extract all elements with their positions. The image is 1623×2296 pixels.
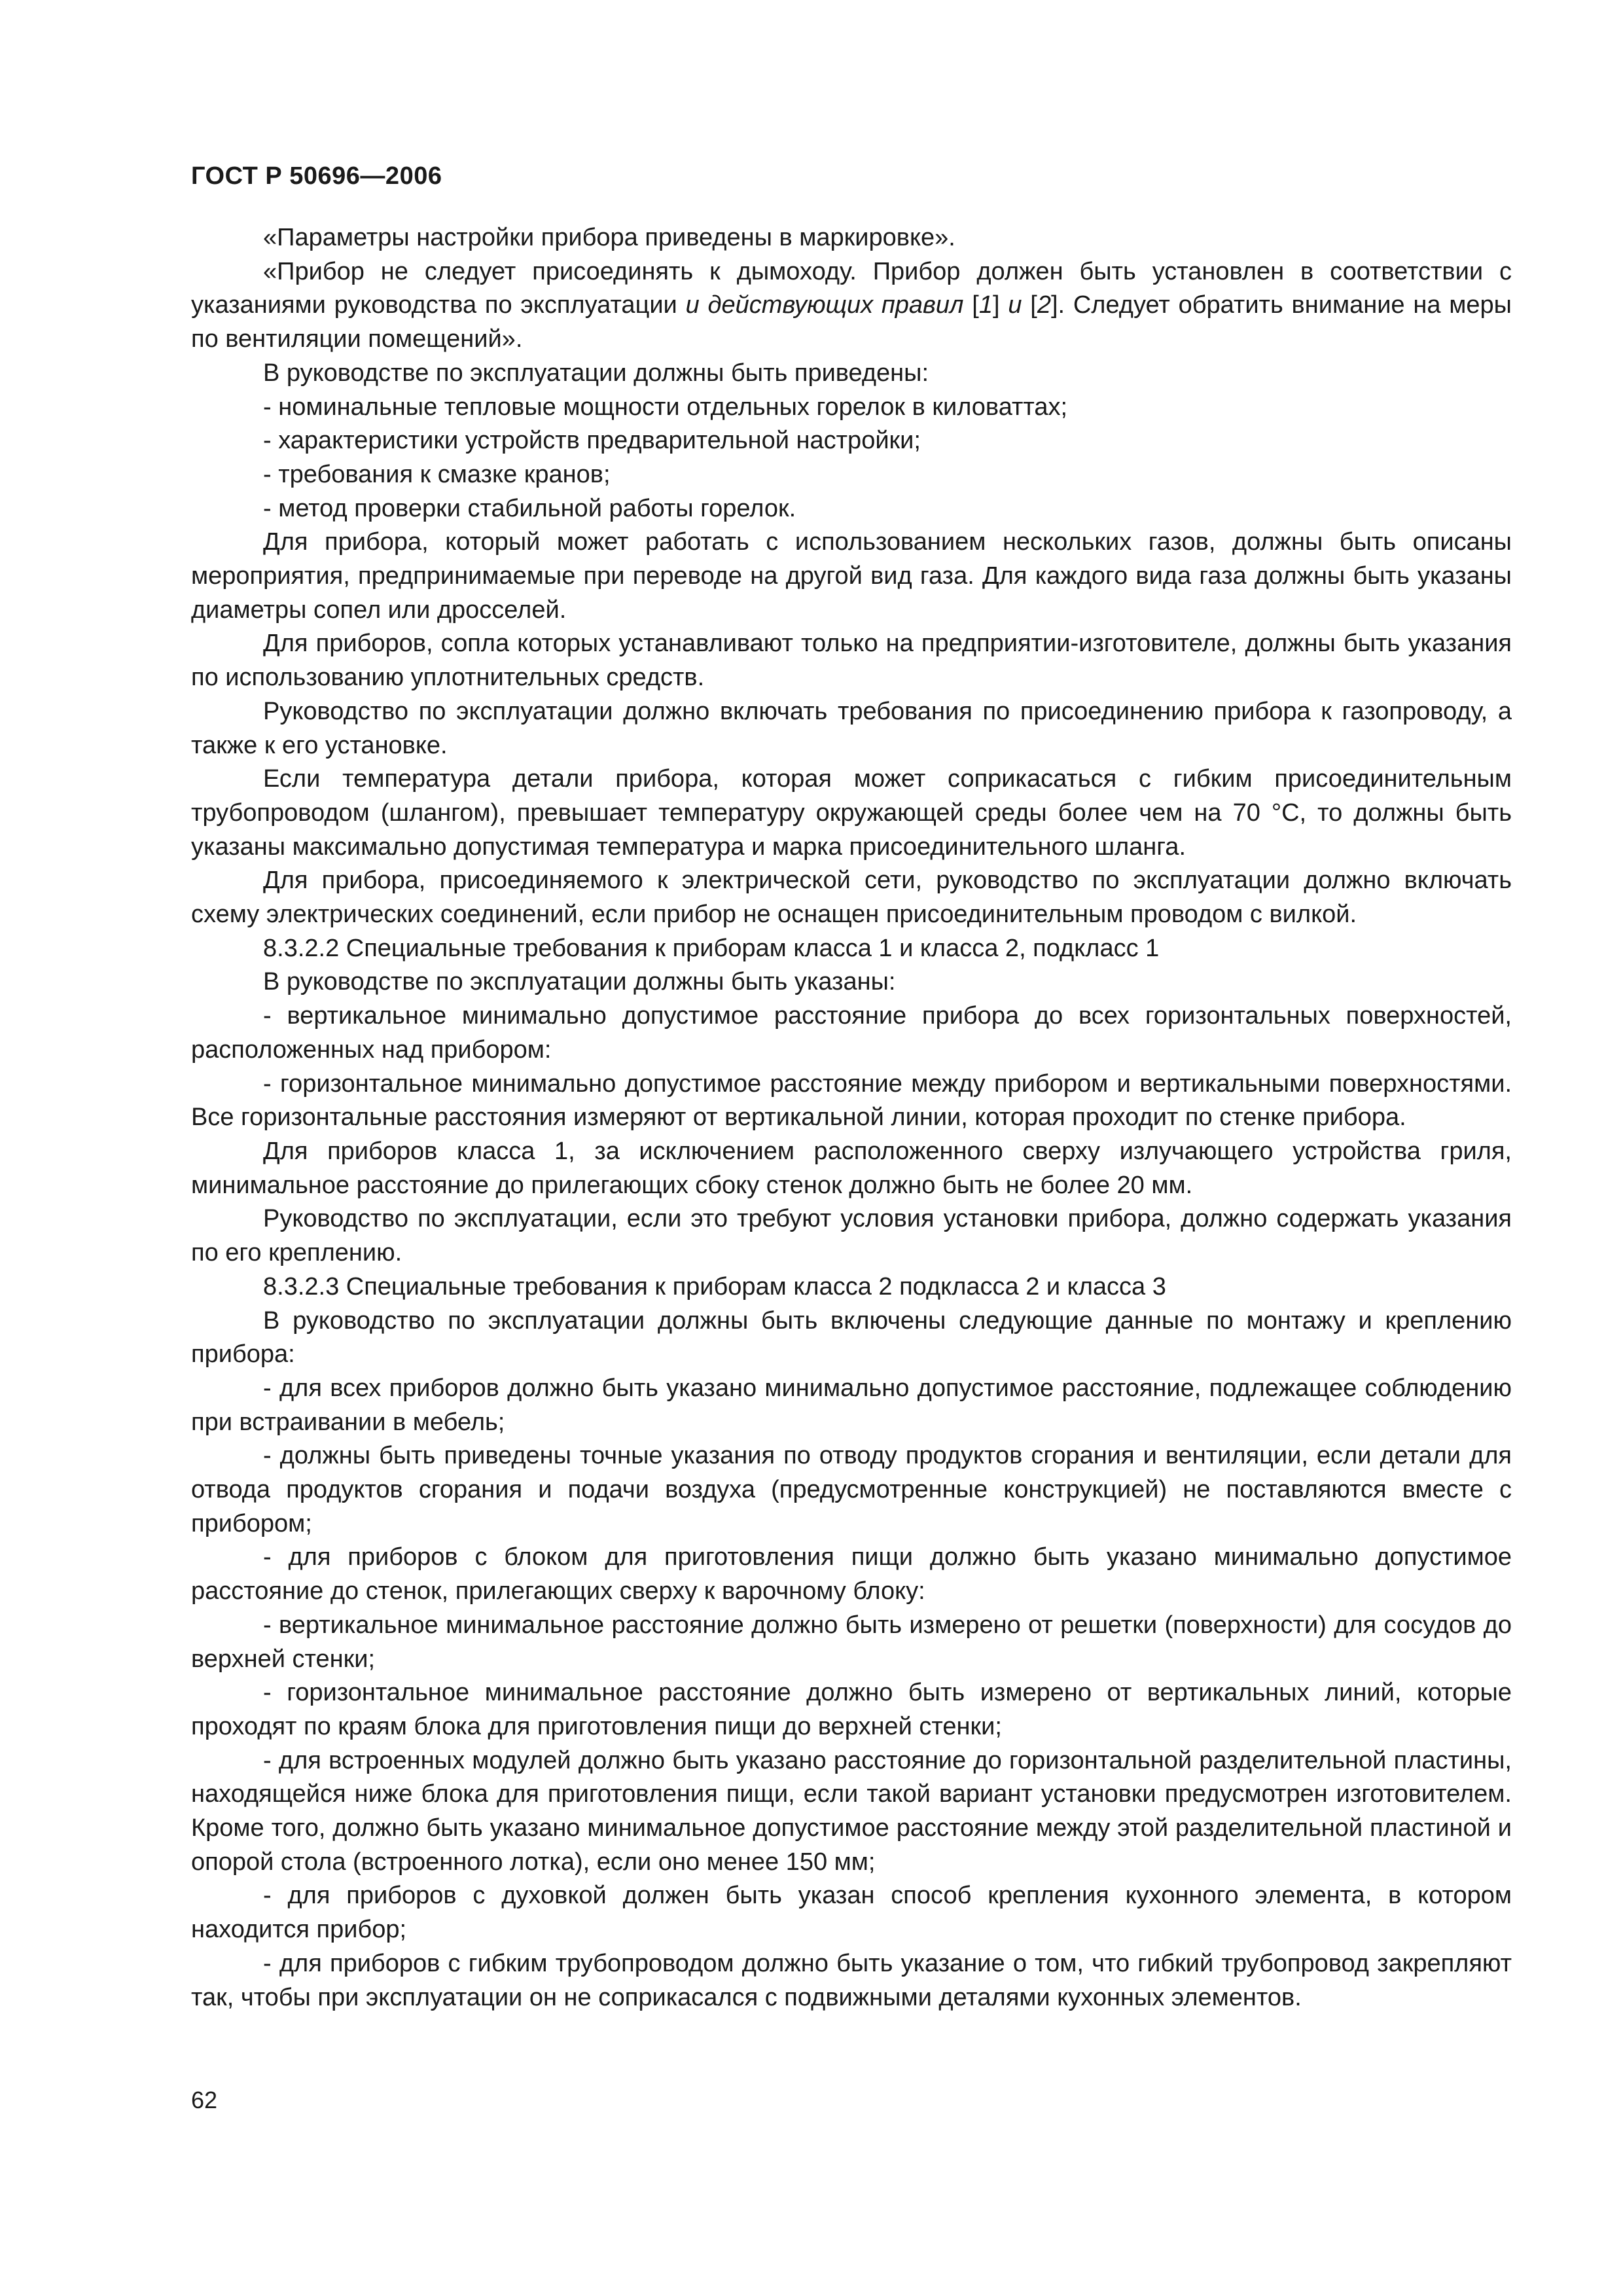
list-item: - для всех приборов должно быть указано минимально допустимое расстояние, подлежащее соблюдению при встраивании в мебель; bbox=[191, 1374, 1512, 1436]
italic-text-segment: 1 bbox=[978, 291, 993, 319]
italic-text-segment: и действующих правил bbox=[685, 291, 964, 319]
list-item: - характеристики устройств предварительной настройки; bbox=[263, 427, 921, 455]
paragraph: В руководстве по эксплуатации должны быть приведены: bbox=[263, 359, 929, 387]
paragraph: Для приборов класса 1, за исключением расположенного сверху излучающего устройства гриля, минимальное расстояние до прилегающих сбоку стенок должно быть не более 20 мм. bbox=[191, 1137, 1512, 1199]
paragraph: Руководство по эксплуатации должно включать требования по присоединению прибора к газопроводу, а также к его установке. bbox=[191, 697, 1512, 759]
paragraph: Для прибора, присоединяемого к электрической сети, руководство по эксплуатации должно включать схему электрических соединений, если прибор не оснащен присоединительным проводом с вилкой. bbox=[191, 867, 1512, 929]
list-item: - номинальные тепловые мощности отдельных горелок в киловаттах; bbox=[263, 393, 1068, 421]
list-item: - для встроенных модулей должно быть указано расстояние до горизонтальной разделительной пластины, находящейся ниже блока для приготовления пищи, если такой вариант установки предусмотрен изготовителем. Кроме того, должно быть указано минимальное допустимое расстояние между этой разделительной пластиной и опорой стола (встроенного лотка), если оно менее 150 мм; bbox=[191, 1746, 1512, 1876]
text-segment: ] bbox=[992, 291, 1008, 319]
body-text bbox=[191, 221, 1512, 2015]
text-segment: [ bbox=[1022, 291, 1037, 319]
italic-text-segment: 2 bbox=[1037, 291, 1051, 319]
section-heading: 8.3.2.2 Специальные требования к приборам класса 1 и класса 2, подкласс 1 bbox=[263, 934, 1160, 962]
italic-text-segment: и bbox=[1008, 291, 1022, 319]
list-item: - метод проверки стабильной работы горелок. bbox=[263, 494, 796, 522]
paragraph: Руководство по эксплуатации, если это требуют условия установки прибора, должно содержать указания по его креплению. bbox=[191, 1205, 1512, 1267]
list-item: - горизонтальное минимально допустимое расстояние между прибором и вертикальными поверхностями. Все горизонтальные расстояния измеряют от вертикальной линии, которая проходит по стенке прибора. bbox=[191, 1069, 1512, 1132]
list-item: - вертикальное минимальное расстояние должно быть измерено от решетки (поверхности) для сосудов до верхней стенки; bbox=[191, 1611, 1512, 1673]
paragraph bbox=[191, 255, 1512, 357]
paragraph: Если температура детали прибора, которая может соприкасаться с гибким присоединительным трубопроводом (шлангом), превышает температуру окружающей среды более чем на 70 °С, то должны быть указаны максимально допустимая температура и марка присоединительного шланга. bbox=[191, 765, 1512, 861]
list-item: - горизонтальное минимальное расстояние должно быть измерено от вертикальных линий, которые проходят по краям блока для приготовления пищи до верхней стенки; bbox=[191, 1679, 1512, 1740]
list-item: - вертикальное минимально допустимое расстояние прибора до всех горизонтальных поверхностей, расположенных над прибором: bbox=[191, 1002, 1512, 1064]
page-number: 62 bbox=[191, 2087, 218, 2113]
paragraph: Для прибора, который может работать с использованием нескольких газов, должны быть описаны мероприятия, предпринимаемые при переводе на другой вид газа. Для каждого вида газа должны быть указаны диаметры сопел или дросселей. bbox=[191, 528, 1512, 624]
paragraph: Для приборов, сопла которых устанавливают только на предприятии-изготовителе, должны быть указания по использованию уплотнительных средств. bbox=[191, 630, 1512, 692]
section-heading: 8.3.2.3 Специальные требования к приборам класса 2 подкласса 2 и класса 3 bbox=[263, 1272, 1166, 1300]
text-segment: «Прибор не следует присоединять к дымоходу. Прибор должен быть установлен в соответствии с указаниями руководства по эксплуатации bbox=[191, 257, 1512, 319]
text-segment: [ bbox=[963, 291, 979, 319]
paragraph: В руководство по эксплуатации должны быть включены следующие данные по монтажу и креплению прибора: bbox=[191, 1306, 1512, 1369]
list-item: - должны быть приведены точные указания по отводу продуктов сгорания и вентиляции, если детали для отвода продуктов сгорания и подачи воздуха (предусмотренные конструкцией) не поставляются вместе с прибором; bbox=[191, 1442, 1512, 1537]
list-item: - для приборов с гибким трубопроводом должно быть указание о том, что гибкий трубопровод закрепляют так, чтобы при эксплуатации он не соприкасался с подвижными деталями кухонных элементов. bbox=[191, 1949, 1512, 2011]
text-segment: ]. Следует обратить внимание на меры по вентиляции помещений». bbox=[191, 291, 1512, 353]
list-item: - для приборов с духовкой должен быть указан способ крепления кухонного элемента, в котором находится прибор; bbox=[191, 1882, 1512, 1944]
list-item: - для приборов с блоком для приготовления пищи должно быть указано минимально допустимое расстояние до стенок, прилегающих сверху к варочному блоку: bbox=[191, 1543, 1512, 1605]
list-item: - требования к смазке кранов; bbox=[263, 460, 611, 488]
paragraph: «Параметры настройки прибора приведены в маркировке». bbox=[263, 224, 955, 251]
document-header: ГОСТ Р 50696—2006 bbox=[191, 162, 442, 190]
paragraph: В руководстве по эксплуатации должны быть указаны: bbox=[263, 968, 896, 996]
